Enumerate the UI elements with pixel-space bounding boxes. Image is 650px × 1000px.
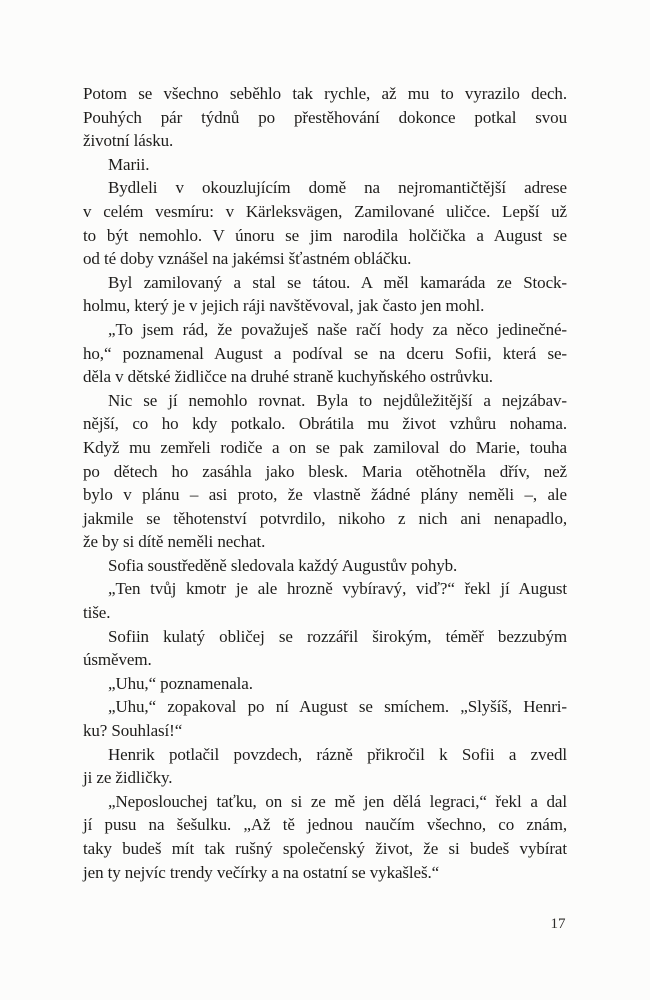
text-line: bylo v plánu – asi proto, že vlastně žádné plány neměli –, ale: [83, 485, 567, 505]
text-line: ji ze židličky.: [83, 768, 173, 788]
text-line: jí pusu na šešulku. „Až tě jednou naučím všechno, co znám,: [83, 815, 567, 835]
text-line: životní lásku.: [83, 131, 174, 151]
text-line: ku? Souhlasí!“: [83, 721, 183, 741]
page-number: 17: [550, 916, 566, 932]
text-line: Byl zamilovaný a stal se tátou. A měl kamaráda ze Stock-: [108, 272, 567, 292]
text-line: „Ten tvůj kmotr je ale hrozně vybíravý, viď?“ řekl jí August: [108, 579, 567, 599]
text-line: Potom se všechno seběhlo tak rychle, až mu to vyrazilo dech.: [83, 84, 567, 103]
text-line: Marii.: [108, 154, 150, 174]
text-line: „To jsem rád, že považuješ naše račí hody za něco jedinečné-: [108, 319, 567, 339]
text-line: Henrik potlačil povzdech, rázně přikročil k Sofii a zvedl: [108, 744, 567, 764]
text-line: Nic se jí nemohlo rovnat. Byla to nejdůležitější a nejzábav-: [108, 390, 567, 410]
text-line: Sofiin kulatý obličej se rozzářil širokým, téměř bezzubým: [108, 626, 567, 646]
text-line: v celém vesmíru: v Kärleksvägen, Zamilované uličce. Lepší už: [83, 201, 567, 221]
text-line: od té doby vznášel na jakémsi šťastném obláčku.: [83, 249, 412, 269]
text-line: „Neposlouchej taťku, on si ze mě jen dělá legraci,“ řekl a dal: [108, 791, 567, 811]
text-line: taky budeš mít tak rušný společenský život, že si budeš vybírat: [83, 839, 567, 858]
text-line: Když mu zemřeli rodiče a on se pak zamiloval do Marie, touha: [83, 437, 567, 457]
text-line: po dětech ho zasáhla jako blesk. Maria otěhotněla dřív, než: [83, 461, 567, 481]
text-line: „Uhu,“ zopakoval po ní August se smíchem. „Slyšíš, Henri-: [108, 697, 567, 717]
text-line: nější, co ho kdy potkalo. Obrátila mu život vzhůru nohama.: [83, 414, 567, 434]
text-line: ho,“ poznamenal August a podíval se na dceru Sofii, která se-: [83, 343, 567, 363]
text-line: „Uhu,“ poznamenala.: [108, 673, 253, 693]
text-line: holmu, který je v jejich ráji navštěvoval, jak často jen mohl.: [83, 296, 485, 316]
text-line: Pouhých pár týdnů po přestěhování dokonce potkal svou: [83, 107, 567, 127]
text-line: Bydleli v okouzlujícím domě na nejromantičtější adrese: [108, 178, 567, 198]
text-line: tiše.: [83, 603, 111, 623]
text-line: úsměvem.: [83, 650, 152, 670]
text-line: to být nemohlo. V únoru se jim narodila holčička a August se: [83, 225, 567, 245]
text-line: jakmile se těhotenství potvrdilo, nikoho z nich ani nenapadlo,: [83, 508, 567, 528]
text-line: že by si dítě neměli nechat.: [83, 532, 266, 552]
text-line: jen ty nejvíc trendy večírky a na ostatní se vykašleš.“: [83, 862, 440, 882]
text-line: Sofia soustředěně sledovala každý Augustův pohyb.: [108, 555, 458, 575]
text-block: [83, 82, 567, 884]
text-line: děla v dětské židličce na druhé straně kuchyňského ostrůvku.: [83, 367, 493, 387]
